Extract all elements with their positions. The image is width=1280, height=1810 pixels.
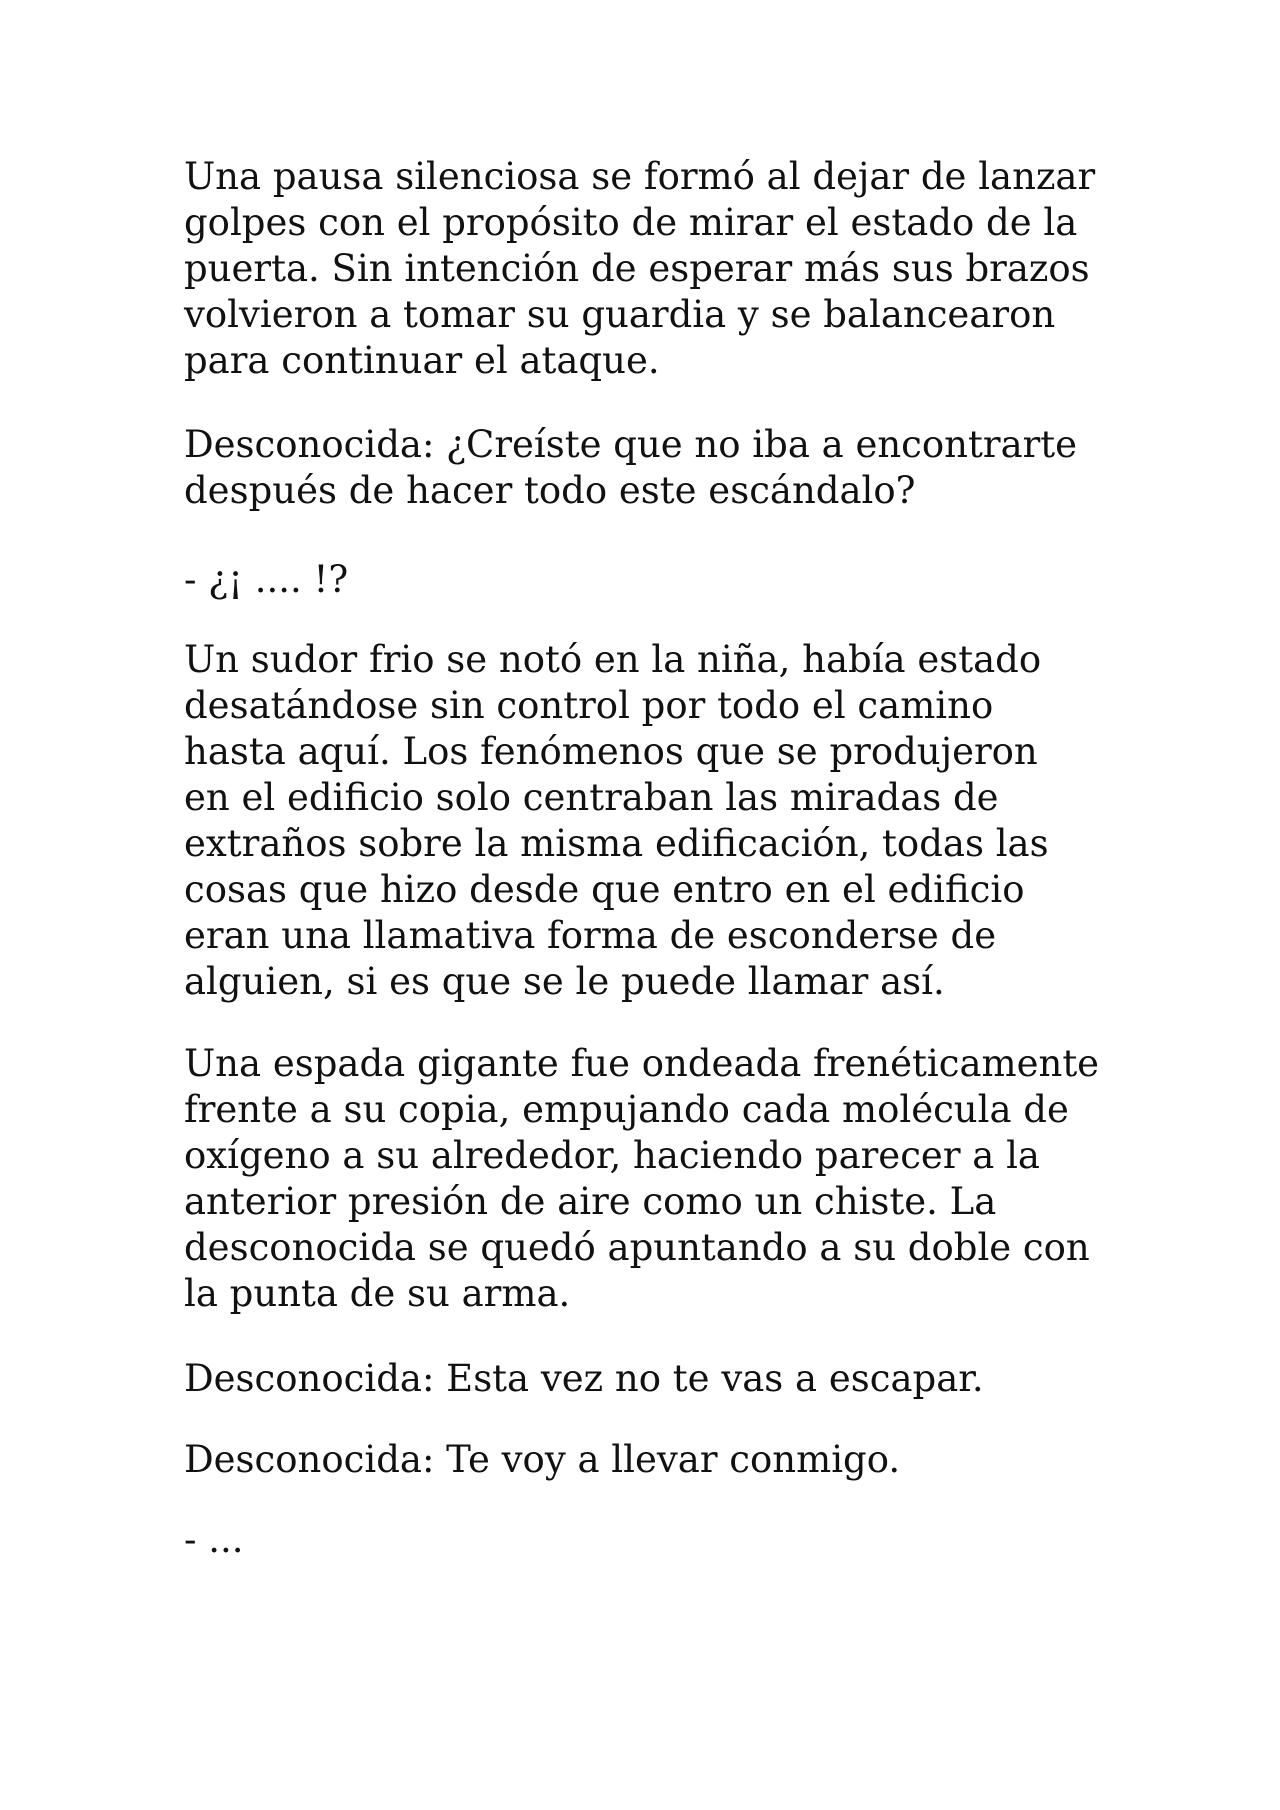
paragraph-2: Un sudor frio se notó en la niña, había estado desatándose sin control por todo el camino hasta aquí. Los fenómenos que se produjeron en el edificio solo centraban las miradas de extraños sobre la misma edificación, todas las cosas que hizo desde que entro en el edificio eran una llamativa forma de esconderse de alguien, si es que se le puede llamar así. — [184, 638, 1049, 1003]
dialogue-line-2: - ¿¡ .... !? — [184, 558, 349, 601]
paragraph-1: Una pausa silenciosa se formó al dejar de lanzar golpes con el propósito de mirar el estado de la puerta. Sin intención de esperar más sus brazos volvieron a tomar su guardia y se balancearon para continuar el ataque. — [184, 155, 1096, 382]
dialogue-line-4: Desconocida: Te voy a llevar conmigo. — [184, 1438, 901, 1481]
dialogue-line-5: - ... — [184, 1518, 244, 1561]
paragraph-3: Una espada gigante fue ondeada frenéticamente frente a su copia, empujando cada molécula de oxígeno a su alrededor, haciendo parecer a la anterior presión de aire como un chiste. La desconocida se quedó apuntando a su doble con la punta de su arma. — [184, 1042, 1100, 1315]
dialogue-line-3: Desconocida: Esta vez no te vas a escapar. — [184, 1357, 984, 1400]
dialogue-line-1: Desconocida: ¿Creíste que no iba a encontrarte después de hacer todo este escándalo? — [184, 423, 1078, 512]
